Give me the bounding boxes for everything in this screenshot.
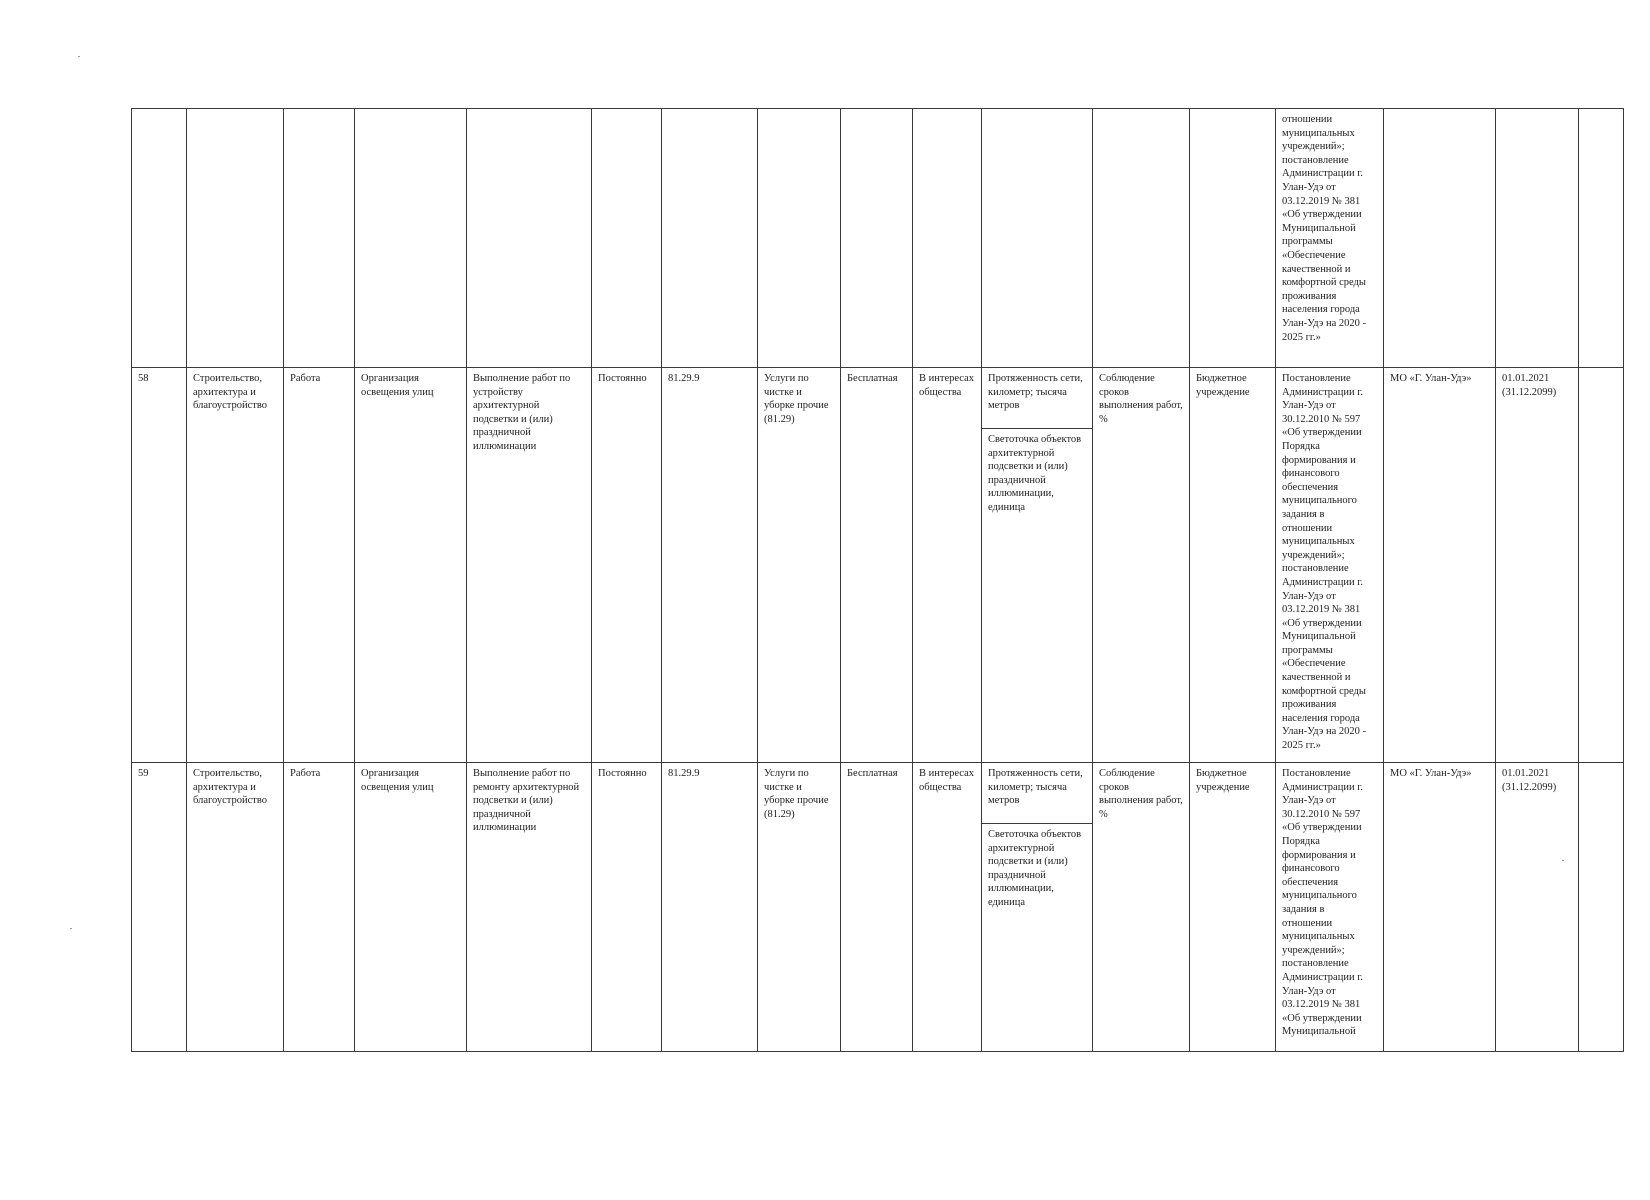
cell-institution xyxy=(1190,109,1276,368)
register-table xyxy=(131,108,1624,1052)
cell-content xyxy=(467,109,592,368)
cell-note xyxy=(1579,109,1624,368)
cell-content: Выполнение работ по ремонту архитектурной подсветки и (или) праздничной иллюминации xyxy=(467,763,592,1052)
cell-quality: Соблюдение сроков выполнения работ, % xyxy=(1093,368,1190,763)
cell-period xyxy=(1496,109,1579,368)
cell-number xyxy=(132,109,187,368)
cell-consumers: В интересах общества xyxy=(913,368,982,763)
cell-service-code: Услуги по чистке и уборке прочие (81.29) xyxy=(758,368,841,763)
cell-payment: Бесплатная xyxy=(841,763,913,1052)
cell-service-code xyxy=(758,109,841,368)
cell-name: Организация освещения улиц xyxy=(355,368,467,763)
cell-type: Работа xyxy=(284,763,355,1052)
table-row xyxy=(132,368,1624,429)
cell-type: Работа xyxy=(284,368,355,763)
cell-okved: 81.29.9 xyxy=(662,763,758,1052)
cell-basis: Постановление Администрации г. Улан-Удэ от 30.12.2010 № 597 «Об утверждении Порядка формирования и финансового обеспечения муниципального задания в отношении муниципальных учреждений»; постановление Администрации г. Улан-Удэ от 03.12.2019 № 381 «Об утверждении Муниципальной xyxy=(1276,763,1384,1052)
cell-indicator-2: Светоточка объектов архитектурной подсветки и (или) праздничной иллюминации, единица xyxy=(982,429,1093,763)
cell-type xyxy=(284,109,355,368)
cell-okved xyxy=(662,109,758,368)
cell-payment: Бесплатная xyxy=(841,368,913,763)
cell-indicator xyxy=(982,109,1093,368)
cell-indicator-1: Протяженность сети, километр; тысяча метров xyxy=(982,763,1093,824)
table-row xyxy=(132,763,1624,824)
cell-consumers: В интересах общества xyxy=(913,763,982,1052)
cell-founder: МО «Г. Улан-Удэ» xyxy=(1384,763,1496,1052)
scan-speck xyxy=(78,56,80,57)
cell-period: 01.01.2021 (31.12.2099) xyxy=(1496,368,1579,763)
cell-content: Выполнение работ по устройству архитектурной подсветки и (или) праздничной иллюминации xyxy=(467,368,592,763)
cell-consumers xyxy=(913,109,982,368)
cell-name: Организация освещения улиц xyxy=(355,763,467,1052)
cell-form: Постоянно xyxy=(592,368,662,763)
cell-payment xyxy=(841,109,913,368)
cell-number: 59 xyxy=(132,763,187,1052)
cell-institution: Бюджетное учреждение xyxy=(1190,763,1276,1052)
scan-speck xyxy=(70,928,72,929)
cell-institution: Бюджетное учреждение xyxy=(1190,368,1276,763)
cell-quality xyxy=(1093,109,1190,368)
table-row-continuation xyxy=(132,109,1624,368)
cell-basis: Постановление Администрации г. Улан-Удэ от 30.12.2010 № 597 «Об утверждении Порядка формирования и финансового обеспечения муниципального задания в отношении муниципальных учреждений»; постановление Администрации г. Улан-Удэ от 03.12.2019 № 381 «Об утверждении Муниципальной программы «Обеспечение качественной и комфортной среды проживания населения города Улан-Удэ на 2020 - 2025 гг.» xyxy=(1276,368,1384,763)
cell-form xyxy=(592,109,662,368)
cell-period: 01.01.2021 (31.12.2099) xyxy=(1496,763,1579,1052)
scan-speck xyxy=(1562,860,1564,861)
cell-form: Постоянно xyxy=(592,763,662,1052)
cell-sphere xyxy=(187,109,284,368)
cell-service-code: Услуги по чистке и уборке прочие (81.29) xyxy=(758,763,841,1052)
cell-sphere: Строительство, архитектура и благоустройство xyxy=(187,368,284,763)
cell-basis: отношении муниципальных учреждений»; постановление Администрации г. Улан-Удэ от 03.12.2019 № 381 «Об утверждении Муниципальной программы «Обеспечение качественной и комфортной среды проживания населения города Улан-Удэ на 2020 - 2025 гг.» xyxy=(1276,109,1384,368)
cell-number: 58 xyxy=(132,368,187,763)
cell-name xyxy=(355,109,467,368)
cell-quality: Соблюдение сроков выполнения работ, % xyxy=(1093,763,1190,1052)
cell-okved: 81.29.9 xyxy=(662,368,758,763)
cell-note xyxy=(1579,763,1624,1052)
cell-indicator-2: Светоточка объектов архитектурной подсветки и (или) праздничной иллюминации, единица xyxy=(982,824,1093,1052)
cell-sphere: Строительство, архитектура и благоустройство xyxy=(187,763,284,1052)
cell-founder xyxy=(1384,109,1496,368)
cell-founder: МО «Г. Улан-Удэ» xyxy=(1384,368,1496,763)
cell-indicator-1: Протяженность сети, километр; тысяча метров xyxy=(982,368,1093,429)
cell-note xyxy=(1579,368,1624,763)
